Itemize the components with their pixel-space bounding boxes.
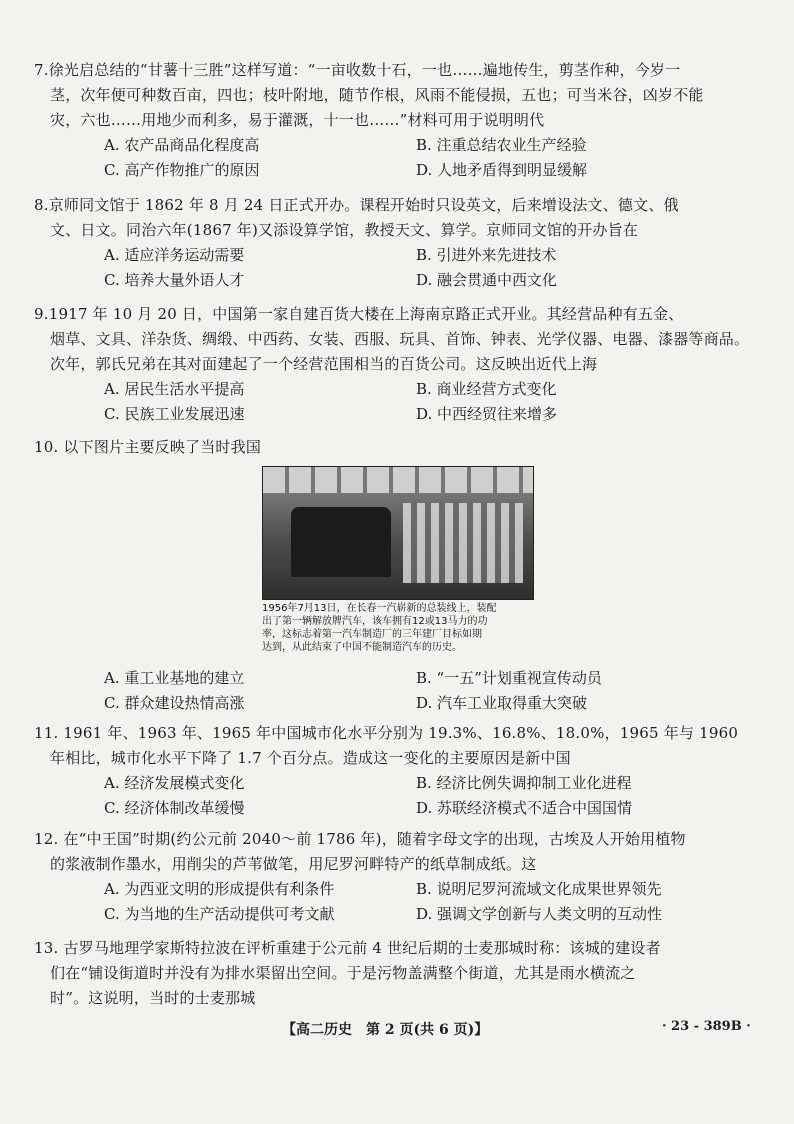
q11-stem-line: 年相比，城市化水平下降了 1.7 个百分点。造成这一变化的主要原因是新中国 bbox=[50, 749, 571, 767]
q11-option-c: C. 经济体制改革缓慢 bbox=[104, 799, 245, 817]
caption-line: 1956年7月13日，在长春一汽崭新的总装线上，装配 bbox=[262, 603, 497, 614]
question-13 bbox=[34, 936, 754, 1011]
q13-stem-line: 时”。这说明，当时的士麦那城 bbox=[50, 989, 256, 1007]
q12-option-d: D. 强调文学创新与人类文明的互动性 bbox=[416, 905, 663, 923]
photo-caption bbox=[262, 602, 534, 654]
question-7 bbox=[34, 58, 754, 183]
q7-option-a: A. 农产品商品化程度高 bbox=[104, 136, 260, 154]
q8-option-d: D. 融会贯通中西文化 bbox=[416, 271, 558, 289]
q10-option-b: B. “一五”计划重视宣传动员 bbox=[416, 669, 602, 687]
question-10 bbox=[34, 435, 754, 460]
q8-stem-line: 8.京师同文馆于 1862 年 8 月 24 日正式开办。课程开始时只设英文，后来增设法文、德文、俄 bbox=[34, 196, 679, 214]
q12-options-row bbox=[34, 902, 754, 927]
caption-line: 率，这标志着第一汽车制造厂的三年建厂目标如期 bbox=[262, 629, 482, 640]
q11-stem-line: 11. 1961 年、1963 年、1965 年中国城市化水平分别为 19.3%、16.8%、18.0%，1965 年与 1960 bbox=[34, 724, 739, 742]
q9-options-row bbox=[34, 402, 754, 427]
q10-options-row bbox=[34, 666, 754, 691]
q9-option-b: B. 商业经营方式变化 bbox=[416, 380, 557, 398]
q9-stem-line: 次年，郭氏兄弟在其对面建起了一个经营范围相当的百货公司。这反映出近代上海 bbox=[50, 355, 598, 373]
q7-stem-line: 茎，次年便可种数百亩，四也；枝叶附地，随节作根，风雨不能侵损，五也；可当米谷，凶岁不能 bbox=[50, 86, 704, 104]
q9-stem-line: 9.1917 年 10 月 20 日，中国第一家自建百货大楼在上海南京路正式开业。其经营品种有五金、 bbox=[34, 305, 684, 323]
caption-line: 出了第一辆解放牌汽车，该车拥有12或13马力的功 bbox=[262, 616, 488, 627]
q8-stem-line: 文、日文。同治六年(1867 年)又添设算学馆，教授天文、算学。京师同文馆的开办旨在 bbox=[50, 221, 639, 239]
q12-option-c: C. 为当地的生产活动提供可考文献 bbox=[104, 905, 335, 923]
q11-option-b: B. 经济比例失调抑制工业化进程 bbox=[416, 774, 632, 792]
photo-workers bbox=[403, 503, 523, 583]
q10-options-row bbox=[34, 691, 754, 716]
q7-option-d: D. 人地矛盾得到明显缓解 bbox=[416, 161, 588, 179]
q11-options-row bbox=[34, 771, 754, 796]
q9-option-c: C. 民族工业发展迅速 bbox=[104, 405, 245, 423]
q8-options-row bbox=[34, 243, 754, 268]
q10-option-a: A. 重工业基地的建立 bbox=[104, 669, 245, 687]
q9-option-d: D. 中西经贸往来增多 bbox=[416, 405, 558, 423]
caption-line: 达到，从此结束了中国不能制造汽车的历史。 bbox=[262, 642, 462, 653]
q13-stem-line: 13. 古罗马地理学家斯特拉波在评析重建于公元前 4 世纪后期的士麦那城时称：该城的建设者 bbox=[34, 939, 661, 957]
q7-stem-line: 灾，六也……用地少而利多，易于灌溉，十一也……”材料可用于说明明代 bbox=[50, 111, 545, 129]
question-11 bbox=[34, 721, 754, 821]
question-12 bbox=[34, 827, 754, 927]
q9-stem-line: 烟草、文具、洋杂货、绸缎、中西药、女装、西服、玩具、首饰、钟表、光学仪器、电器、漆器等商品。 bbox=[50, 330, 750, 348]
question-9 bbox=[34, 302, 754, 427]
page-footer-label: 【高二历史 第 2 页(共 6 页)】 bbox=[282, 1022, 489, 1038]
q12-option-b: B. 说明尼罗河流域文化成果世界领先 bbox=[416, 880, 662, 898]
q12-options-row bbox=[34, 877, 754, 902]
q8-option-c: C. 培养大量外语人才 bbox=[104, 271, 245, 289]
q10-stem-line: 10. 以下图片主要反映了当时我国 bbox=[34, 438, 262, 456]
q7-options-row bbox=[34, 133, 754, 158]
q11-option-a: A. 经济发展模式变化 bbox=[104, 774, 245, 792]
q10-option-d: D. 汽车工业取得重大突破 bbox=[416, 694, 588, 712]
q7-option-c: C. 高产作物推广的原因 bbox=[104, 161, 260, 179]
q11-option-d: D. 苏联经济模式不适合中国国情 bbox=[416, 799, 633, 817]
question-10-options bbox=[34, 666, 754, 716]
q8-option-a: A. 适应洋务运动需要 bbox=[104, 246, 245, 264]
q12-stem-line: 12. 在“中王国”时期(约公元前 2040～前 1786 年)，随着字母文字的出现，古埃及人开始用植物 bbox=[34, 830, 686, 848]
q8-options-row bbox=[34, 268, 754, 293]
q13-stem-line: 们在“铺设街道时并没有为排水渠留出空间。于是污物盖满整个街道，尤其是雨水横流之 bbox=[50, 964, 636, 982]
q9-option-a: A. 居民生活水平提高 bbox=[104, 380, 245, 398]
q7-stem-line: 7.徐光启总结的“甘薯十三胜”这样写道：“一亩收数十石，一也……遍地传生，剪茎作种，今岁一 bbox=[34, 61, 681, 79]
photo-truck bbox=[291, 507, 391, 577]
q12-stem-line: 的浆液制作墨水，用削尖的芦苇做笔，用尼罗河畔特产的纸草制成纸。这 bbox=[50, 855, 537, 873]
q8-option-b: B. 引进外来先进技术 bbox=[416, 246, 557, 264]
q11-options-row bbox=[34, 796, 754, 821]
q12-option-a: A. 为西亚文明的形成提供有利条件 bbox=[104, 880, 335, 898]
question-8 bbox=[34, 193, 754, 293]
q9-options-row bbox=[34, 377, 754, 402]
truck-assembly-photo bbox=[262, 466, 534, 600]
exam-code: · 23 - 389B · bbox=[662, 1019, 751, 1034]
photo-factory-beam bbox=[263, 467, 533, 493]
q10-option-c: C. 群众建设热情高涨 bbox=[104, 694, 245, 712]
q7-options-row bbox=[34, 158, 754, 183]
q7-option-b: B. 注重总结农业生产经验 bbox=[416, 136, 587, 154]
